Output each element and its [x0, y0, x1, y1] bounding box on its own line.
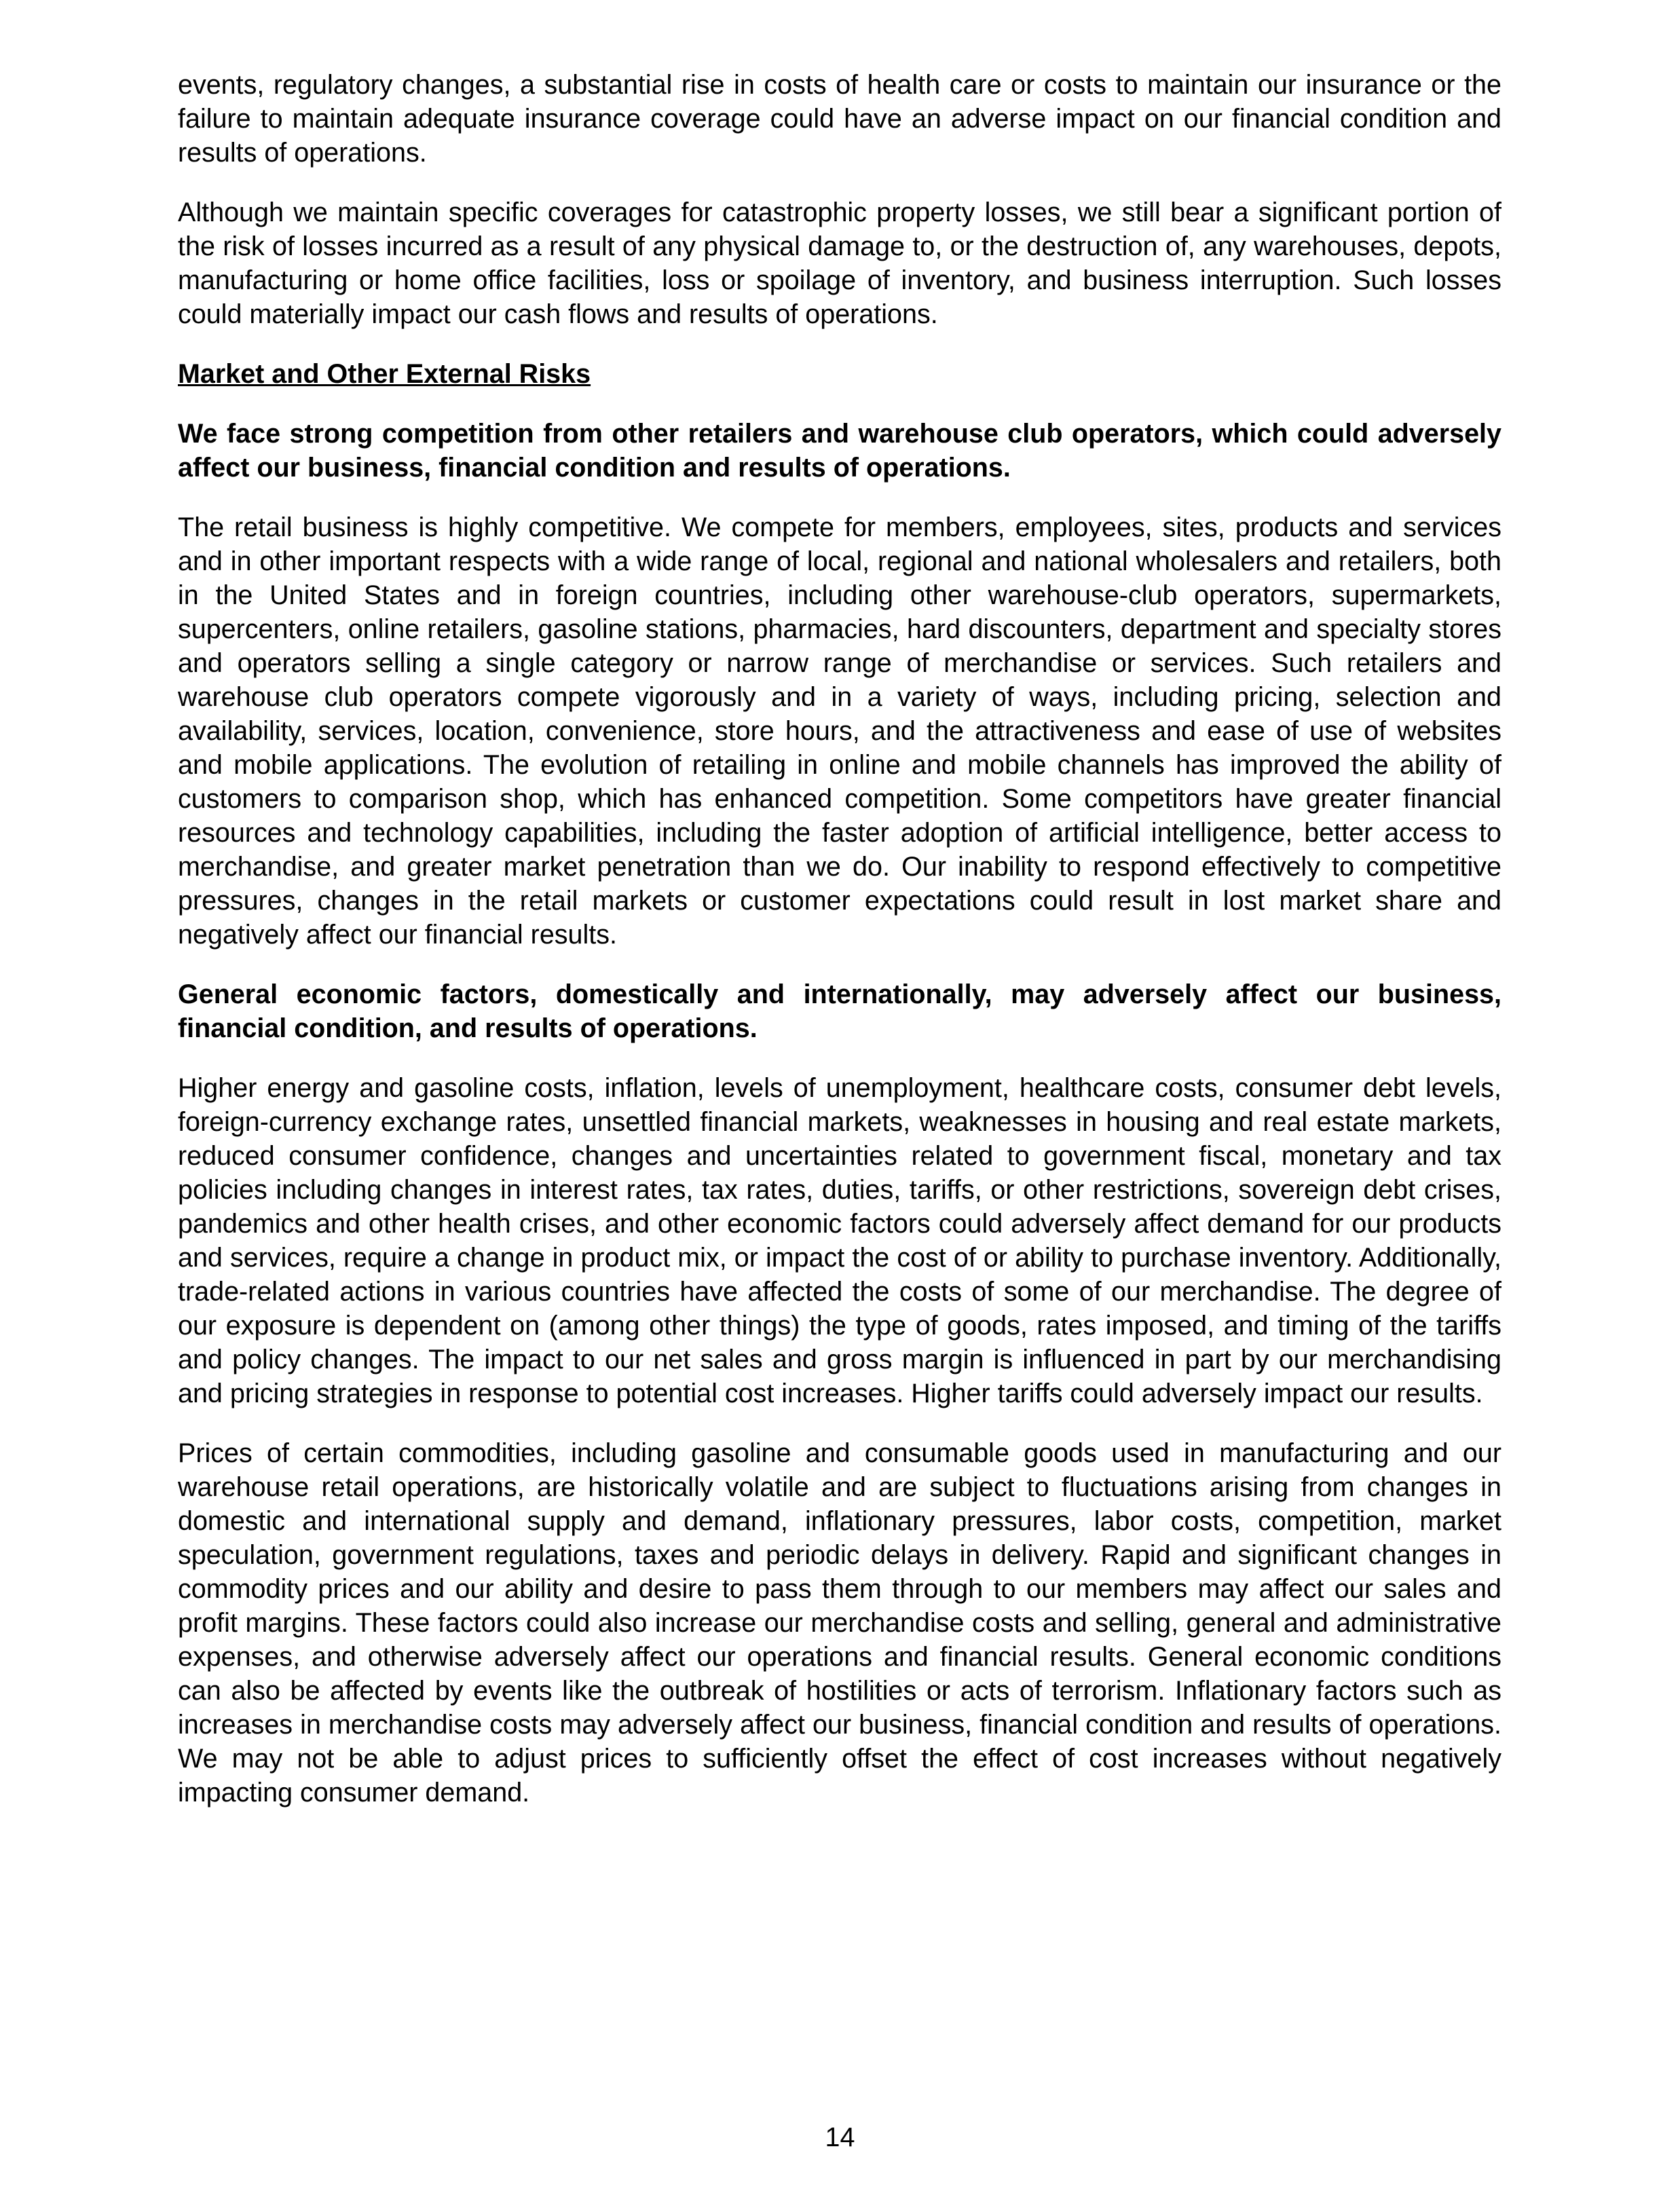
risk-heading-economic-factors: General economic factors, domestically and internationally, may adversely affect our business, financial condition, and results of operations. — [178, 979, 1501, 1043]
paragraph-competition: The retail business is highly competitive. We compete for members, employees, sites, products and services and in other important respects with a wide range of local, regional and national wholesalers and retailers, both in the United States and in foreign countries, including other warehouse-club operators, supermarkets, supercenters, online retailers, gasoline stations, pharmacies, hard discounters, department and specialty stores and operators selling a single category or narrow range of merchandise or services. Such retailers and warehouse club operators compete vigorously and in a variety of ways, including pricing, selection and availability, services, location, convenience, store hours, and the attractiveness and ease of use of websites and mobile applications. The evolution of retailing in online and mobile channels has improved the ability of customers to comparison shop, which has enhanced competition. Some competitors have greater financial resources and technology capabilities, including the faster adoption of artificial intelligence, better access to merchandise, and greater market penetration than we do. Our inability to respond effectively to competitive pressures, changes in the retail markets or customer expectations could result in lost market share and negatively affect our financial results. — [178, 512, 1501, 950]
paragraph-catastrophic-losses: Although we maintain specific coverages for catastrophic property losses, we still bear a significant portion of the risk of losses incurred as a result of any physical damage to, or the destruction of, any warehouses, depots, manufacturing or home office facilities, loss or spoilage of inventory, and business interruption. Such losses could materially impact our cash flows and results of operations. — [178, 198, 1501, 329]
paragraph-commodity-prices: Prices of certain commodities, including gasoline and consumable goods used in manufacturing and our warehouse retail operations, are historically volatile and are subject to fluctuations arising from changes in domestic and international supply and demand, inflationary pressures, labor costs, competition, market speculation, government regulations, taxes and periodic delays in delivery. Rapid and significant changes in commodity prices and our ability and desire to pass them through to our members may affect our sales and profit margins. These factors could also increase our merchandise costs and selling, general and administrative expenses, and otherwise adversely affect our operations and financial results. General economic conditions can also be affected by events like the outbreak of hostilities or acts of terrorism. Inflationary factors such as increases in merchandise costs may adversely affect our business, financial condition and results of operations. We may not be able to adjust prices to sufficiently offset the effect of cost increases without negatively impacting consumer demand. — [178, 1438, 1501, 1808]
page-body — [178, 68, 1501, 1835]
risk-heading-competition: We face strong competition from other retailers and warehouse club operators, which could adversely affect our business, financial condition and results of operations. — [178, 419, 1501, 483]
paragraph-economic-factors: Higher energy and gasoline costs, inflation, levels of unemployment, healthcare costs, consumer debt levels, foreign-currency exchange rates, unsettled financial markets, weaknesses in housing and real estate markets, reduced consumer confidence, changes and uncertainties related to government fiscal, monetary and tax policies including changes in interest rates, tax rates, duties, tariffs, or other restrictions, sovereign debt crises, pandemics and other health crises, and other economic factors could adversely affect demand for our products and services, require a change in product mix, or impact the cost of or ability to purchase inventory. Additionally, trade-related actions in various countries have affected the costs of some of our merchandise. The degree of our exposure is dependent on (among other things) the type of goods, rates imposed, and timing of the tariffs and policy changes. The impact to our net sales and gross margin is influenced in part by our merchandising and pricing strategies in response to potential cost increases. Higher tariffs could adversely impact our results. — [178, 1073, 1501, 1408]
paragraph-insurance-continuation: events, regulatory changes, a substantial rise in costs of health care or costs to maintain our insurance or the failure to maintain adequate insurance coverage could have an adverse impact on our financial condition and results of operations. — [178, 70, 1501, 168]
page-number: 14 — [825, 2122, 855, 2152]
section-heading-market-risks: Market and Other External Risks — [178, 359, 591, 389]
